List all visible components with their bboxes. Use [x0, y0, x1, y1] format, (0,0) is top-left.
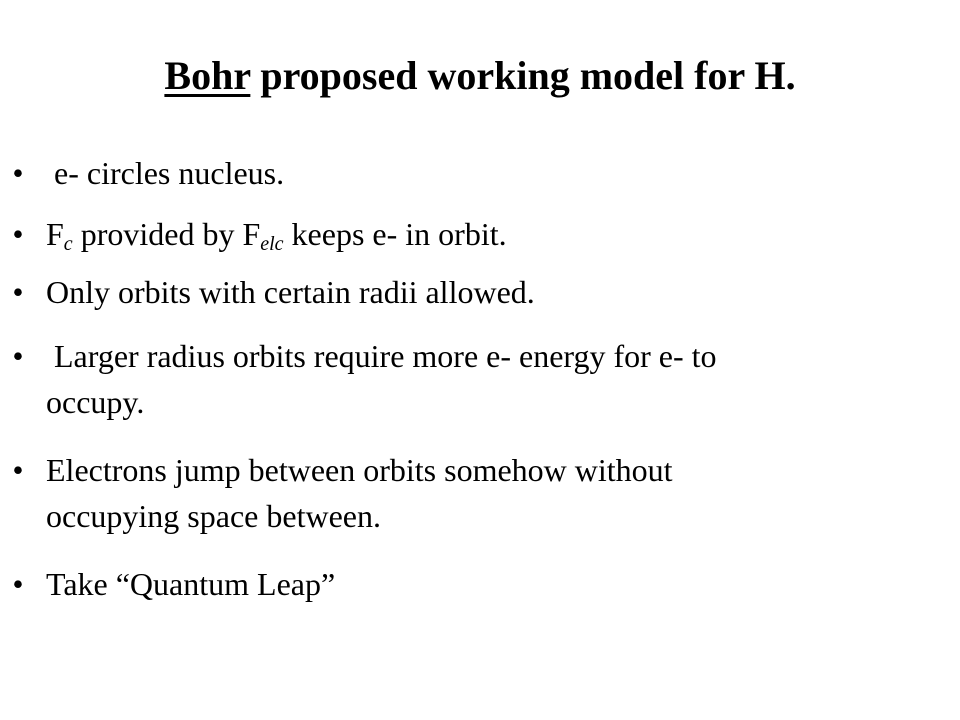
- bullet-text: [46, 211, 946, 267]
- bullet-dot-icon: •: [12, 274, 24, 310]
- title-underlined-word: Bohr: [164, 53, 251, 98]
- bullet-text: e- circles nucleus.: [46, 155, 285, 191]
- bullet-text-part: provided by F: [72, 216, 261, 252]
- title-rest: proposed working model for H.: [250, 53, 796, 98]
- bullet-dot-icon: •: [12, 452, 24, 488]
- force-subscript: elc: [260, 233, 284, 255]
- bullet-dot-icon: •: [12, 566, 24, 602]
- bullet-dot-icon: •: [12, 216, 24, 252]
- bullet-text-line: occupying space between.: [46, 498, 381, 534]
- bullet-dot-icon: •: [12, 155, 24, 191]
- force-subscript: c: [63, 233, 73, 255]
- bullet-text: Only orbits with certain radii allowed.: [46, 274, 535, 310]
- bullet-text-part: keeps e- in orbit.: [283, 216, 507, 252]
- bullet-text-line: Electrons jump between orbits somehow without: [46, 452, 673, 488]
- bullet-text-line: Larger radius orbits require more e- energy for e- to: [46, 338, 717, 374]
- force-symbol: F: [46, 216, 64, 252]
- bullet-text-line: occupy.: [46, 384, 145, 420]
- bullet-dot-icon: •: [12, 338, 24, 374]
- bullet-text: Take “Quantum Leap”: [46, 566, 336, 602]
